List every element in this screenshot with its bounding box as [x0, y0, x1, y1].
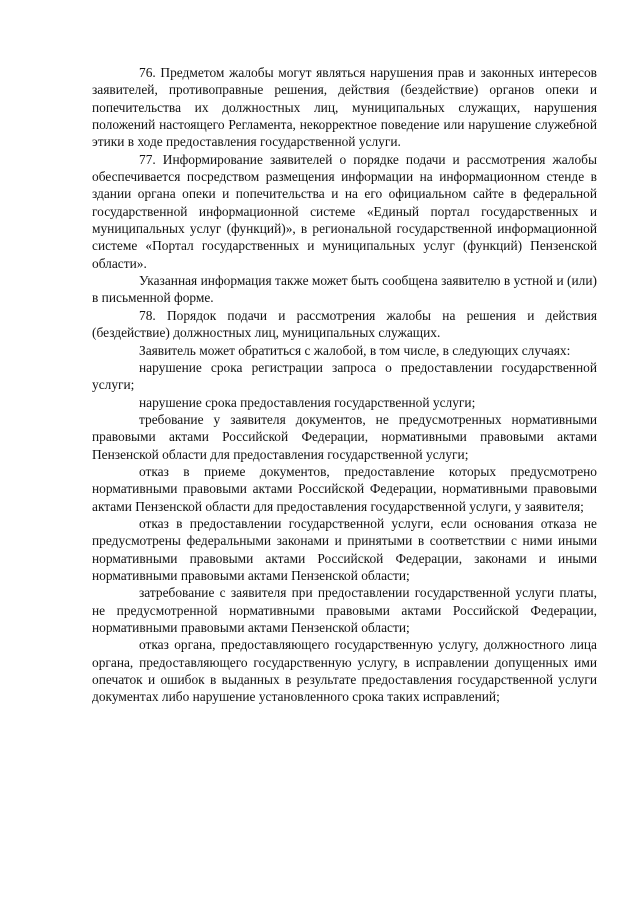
paragraph-77: 77. Информирование заявителей о порядке подачи и рассмотрения жалобы обеспечивается посредством размещения информации на информационном стенде в здании органа опеки и попечительства и на его официальном сайте в федеральной государственной информационной системе «Единый портал государственных и муниципальных услуг (функций)», в региональной государственной информационной системе «Портал государственных и муниципальных услуг (функций) Пензенской области». [92, 151, 597, 271]
list-item-service-deadline: нарушение срока предоставления государственной услуги; [139, 394, 476, 410]
list-item-extra-documents: требование у заявителя документов, не предусмотренных нормативными правовыми актами Российской Федерации, нормативными правовыми актами Пензенской области для предоставления государственной услуги; [92, 411, 597, 462]
list-item-correction-refusal: отказ органа, предоставляющего государственную услугу, должностного лица органа, предоставляющего государственную услугу, в исправлении допущенных ими опечаток и ошибок в выданных в результате предоставления государственной услуги документах либо нарушение установленного срока таких исправлений; [92, 637, 597, 705]
paragraph-info-note: Указанная информация также может быть сообщена заявителю в устной и (или) в письменной форме. [92, 273, 597, 306]
paragraph-78: 78. Порядок подачи и рассмотрения жалобы на решения и действия (бездействие) должностных лиц, муниципальных служащих. [92, 307, 597, 341]
list-item-unlawful-fee: затребование с заявителя при предоставлении государственной услуги платы, не предусмотренной нормативными правовыми актами Российской Федерации, нормативными правовыми актами Пензенской области; [92, 585, 597, 635]
list-item-registration-deadline: нарушение срока регистрации запроса о предоставлении государственной услуги; [92, 359, 597, 393]
list-item-service-refusal: отказ в предоставлении государственной услуги, если основания отказа не предусмотрены федеральными законами и принятыми в соответствии с ними иными нормативными правовыми актами Российской Федерации, законами и иными нормативными правовыми актами Пензенской области; [92, 515, 597, 583]
paragraph-cases-intro: Заявитель может обратиться с жалобой, в том числе, в следующих случаях: [139, 342, 571, 358]
document-page [92, 64, 597, 706]
paragraph-76: 76. Предметом жалобы могут являться нарушения прав и законных интересов заявителей, противоправные решения, действия (бездействие) органов опеки и попечительства их должностных лиц, муниципальных служащих, нарушения положений настоящего Регламента, некорректное поведение или нарушение служебной этики в ходе предоставления государственной услуги. [92, 65, 597, 150]
list-item-refused-documents: отказ в приеме документов, предоставление которых предусмотрено нормативными правовыми актами Российской Федерации, нормативными правовыми актами Пензенской области для предоставления государственной услуги, у заявителя; [92, 463, 597, 514]
